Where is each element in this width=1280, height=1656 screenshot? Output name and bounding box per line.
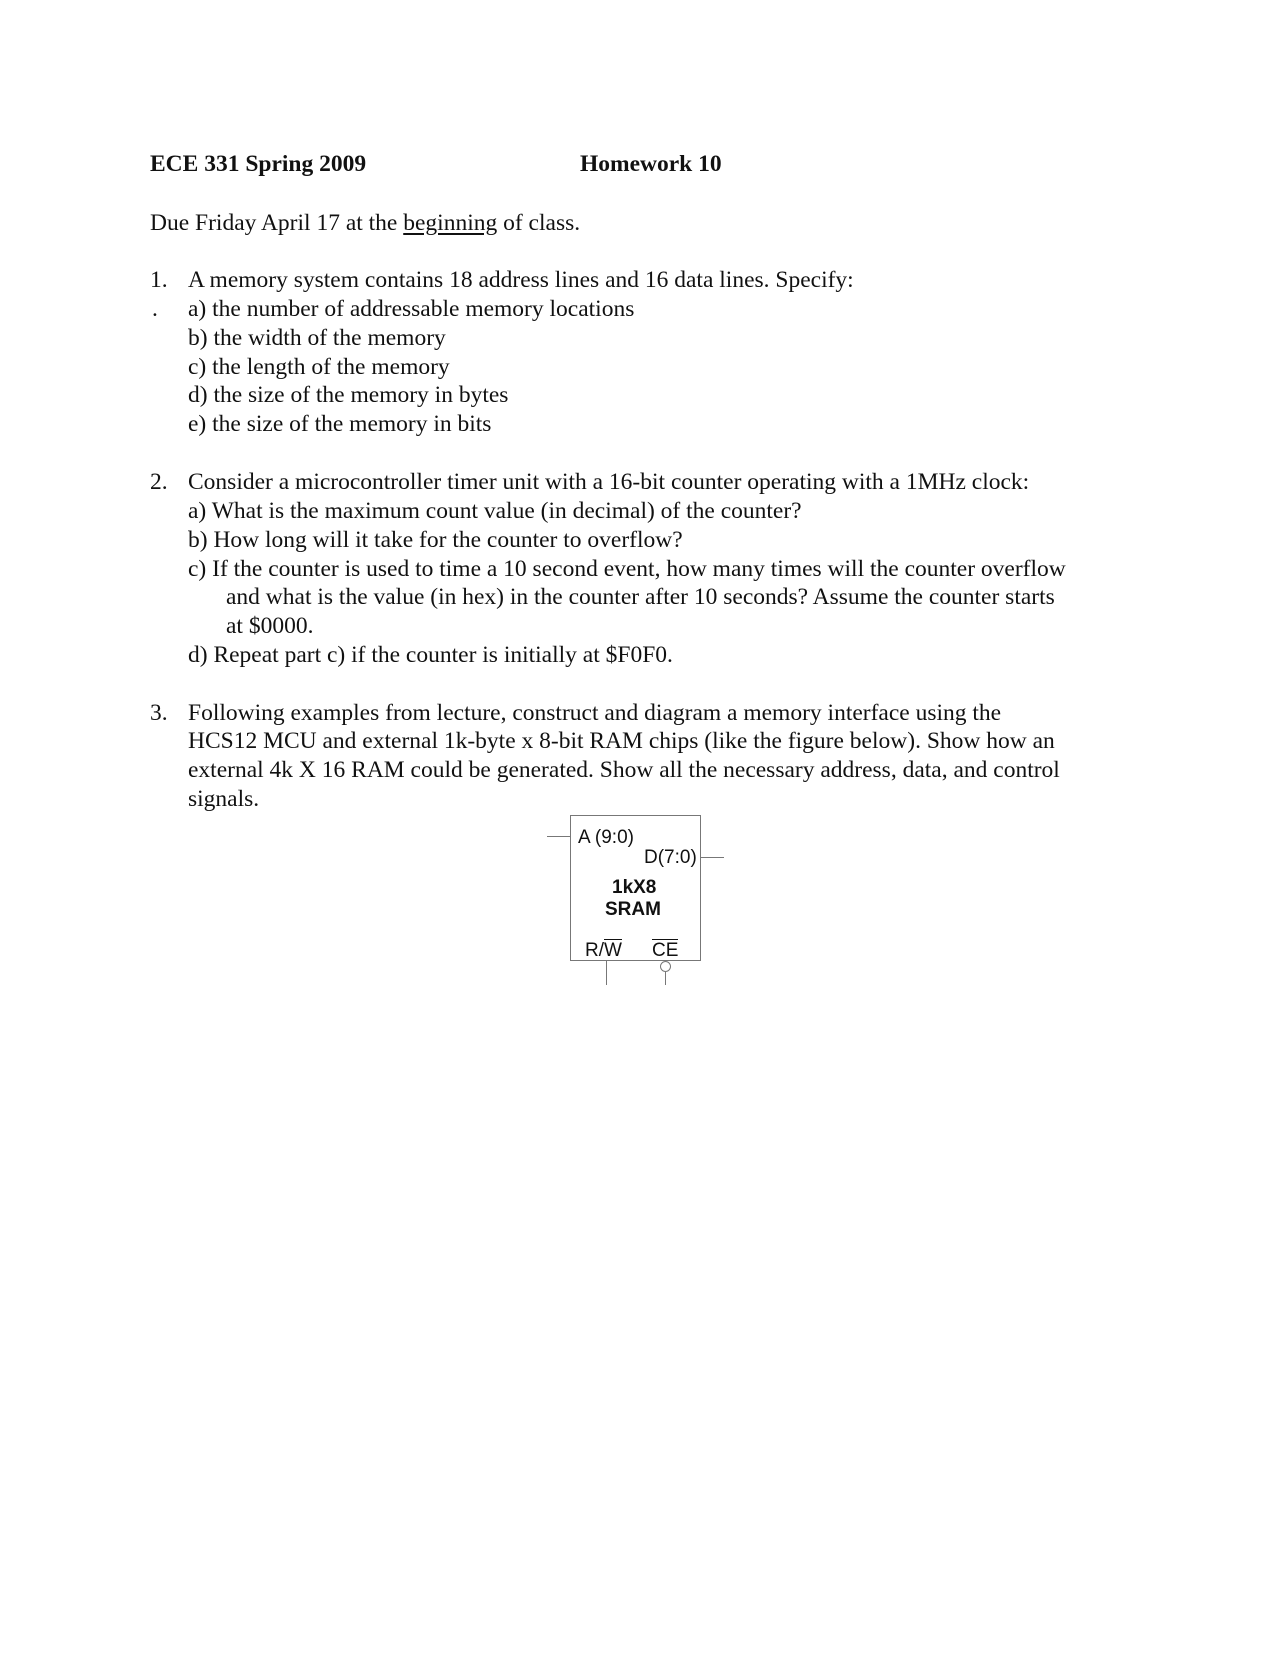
q1-stray-mark: . [152, 296, 158, 322]
ce-pin-label [652, 940, 678, 962]
q2-part-c-line1: c) If the counter is used to time a 10 second event, how many times will the counter overflow [188, 556, 1066, 582]
q3-line1: Following examples from lecture, construct and diagram a memory interface using the [188, 700, 1002, 726]
q2-part-c-line2: and what is the value (in hex) in the counter after 10 seconds? Assume the counter starts [226, 584, 1055, 610]
due-emphasis: beginning [403, 210, 498, 236]
chip-type-label: SRAM [605, 899, 661, 920]
course-title: ECE 331 Spring 2009 [150, 151, 367, 177]
address-bus-line [547, 836, 570, 837]
chip-size-label: 1kX8 [612, 877, 657, 898]
q1-part-d: d) the size of the memory in bytes [188, 382, 509, 408]
q1-number: 1. [150, 267, 168, 293]
ce-bar-label: CE [652, 940, 679, 961]
q1-part-a: a) the number of addressable memory locations [188, 296, 635, 322]
due-text-after: of class. [497, 210, 581, 236]
q1-part-c: c) the length of the memory [188, 354, 450, 380]
due-text-before: Due Friday April 17 at the [150, 210, 404, 236]
q2-part-c-line3: at $0000. [226, 613, 314, 639]
rw-write-bar-label: W [604, 940, 622, 961]
data-bus-line [701, 857, 724, 858]
rw-pin-label [585, 940, 622, 962]
q3-number: 3. [150, 700, 168, 726]
rw-pin-line [606, 961, 607, 985]
q3-line4: signals. [188, 786, 260, 812]
q3-line2: HCS12 MCU and external 1k-byte x 8-bit RAM chips (like the figure below). Show how an [188, 728, 1055, 754]
assignment-title: Homework 10 [580, 151, 722, 177]
q2-part-d: d) Repeat part c) if the counter is initially at $F0F0. [188, 642, 673, 668]
q2-part-b: b) How long will it take for the counter to overflow? [188, 527, 683, 553]
q3-line3: external 4k X 16 RAM could be generated. Show all the necessary address, data, and control [188, 757, 1060, 783]
q2-stem: Consider a microcontroller timer unit with a 16-bit counter operating with a 1MHz clock: [188, 469, 1030, 495]
rw-read-label: R/ [585, 940, 604, 961]
q1-stem: A memory system contains 18 address lines and 16 data lines. Specify: [188, 267, 854, 293]
q1-part-b: b) the width of the memory [188, 325, 446, 351]
due-line [150, 209, 580, 237]
data-pin-label: D(7:0) [644, 847, 697, 868]
q2-part-a: a) What is the maximum count value (in decimal) of the counter? [188, 498, 802, 524]
ce-inversion-bubble [660, 961, 671, 972]
address-pin-label: A (9:0) [578, 827, 634, 848]
q2-number: 2. [150, 469, 168, 495]
ce-pin-line [665, 972, 666, 985]
q1-part-e: e) the size of the memory in bits [188, 411, 492, 437]
